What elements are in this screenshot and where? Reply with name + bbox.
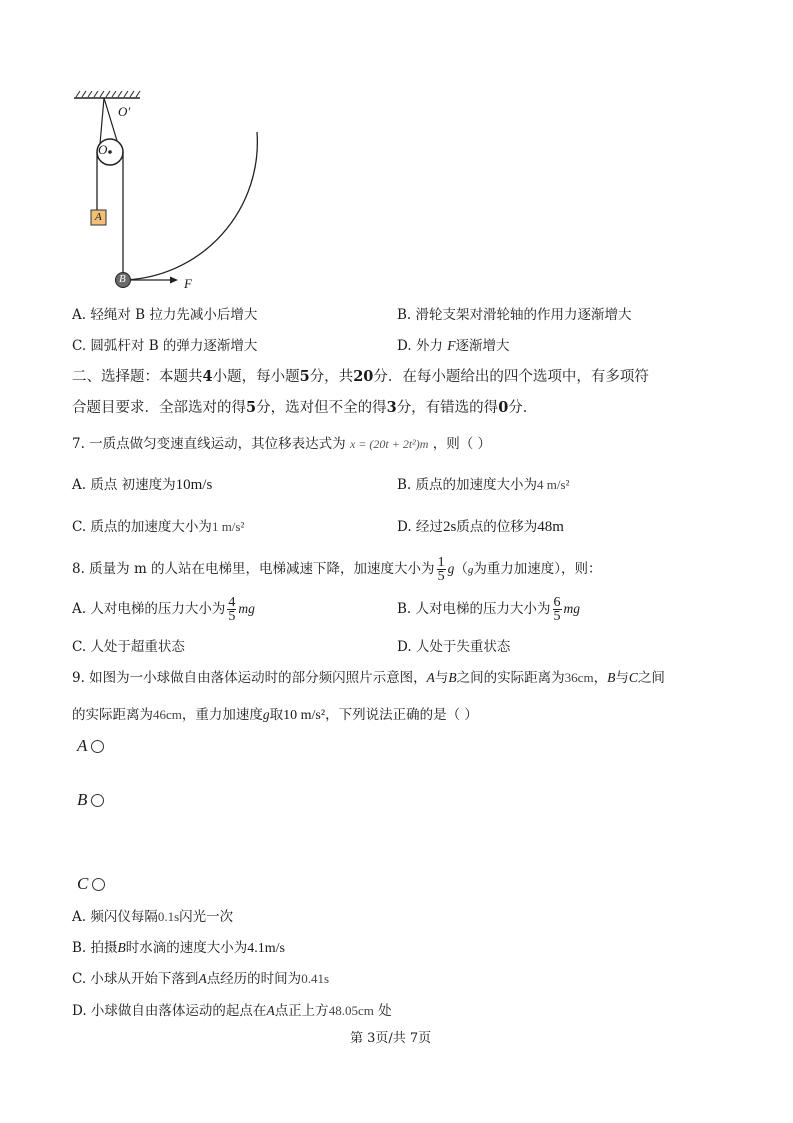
- q7-option-c: C. 质点的加速度大小为1 m/s²: [72, 519, 245, 535]
- label-o-prime: O′: [118, 104, 131, 119]
- q8-option-d: D. 人处于失重状态: [397, 639, 511, 655]
- label-f: F: [184, 276, 192, 291]
- q7-stem: 7. 一质点做匀变速直线运动，其位移表达式为 x = (20t + 2t²)m ，则（ ）: [72, 436, 492, 452]
- page-footer: 第 3页/共 7页: [350, 1031, 432, 1046]
- q8-option-b: B. 人对电梯的压力大小为 $\frac{6}{5}$ mg: [397, 595, 581, 624]
- label-b: B: [119, 273, 126, 285]
- q9-option-c: C. 小球从开始下落到A点经历的时间为0.41s: [72, 971, 329, 987]
- q9-option-b: B. 拍摄B时水滴的速度大小为4.1m/s: [72, 940, 285, 956]
- strobe-point-c: C: [77, 874, 105, 894]
- ball-b-icon: [91, 794, 104, 807]
- section-2-header-line1: 二、选择题：本题共4小题，每小题5分，共20分．在每小题给出的四个选项中，有多项符: [72, 368, 649, 385]
- label-a: A: [95, 211, 102, 223]
- q6-option-c: C. 圆弧杆对 B 的弹力逐渐增大: [72, 338, 258, 354]
- q9-option-a: A. 频闪仪每隔0.1s闪光一次: [72, 909, 234, 925]
- section-2-header-line2: 合题目要求．全部选对的得5分，选对但不全的得3分，有错选的得0分．: [72, 399, 538, 416]
- q7-option-d: D. 经过2s质点的位移为48m: [397, 519, 564, 535]
- strobe-point-a: A: [77, 736, 104, 756]
- pulley-arc-figure: [60, 88, 280, 288]
- ball-c-icon: [92, 878, 105, 891]
- q8-option-a: A. 人对电梯的压力大小为 $\frac{4}{5}$ mg: [72, 595, 255, 624]
- q7-option-b: B. 质点的加速度大小为4 m/s²: [397, 477, 570, 493]
- q7-option-a: A. 质点 初速度为10m/s: [72, 477, 213, 493]
- label-o: O: [98, 142, 108, 157]
- q6-option-d: D. 外力 F逐渐增大: [397, 338, 510, 354]
- q9-stem-line1: 9. 如图为一小球做自由落体运动时的部分频闪照片示意图，A与B之间的实际距离为36cm，B与C之间: [72, 670, 665, 686]
- q9-stem-line2: 的实际距离为46cm，重力加速度g取10 m/s²，下列说法正确的是（ ）: [72, 707, 478, 723]
- ball-a-icon: [91, 740, 104, 753]
- q8-stem: 8. 质量为 m 的人站在电梯里，电梯减速下降，加速度大小为 $\frac{1}{5}$ g（g为重力加速度），则：: [72, 555, 602, 584]
- q6-option-a: A. 轻绳对 B 拉力先减小后增大: [72, 307, 258, 323]
- q6-option-b: B. 滑轮支架对滑轮轴的作用力逐渐增大: [397, 307, 632, 323]
- q8-option-c: C. 人处于超重状态: [72, 639, 185, 655]
- q9-option-d: D. 小球做自由落体运动的起点在A点正上方48.05cm 处: [72, 1003, 392, 1019]
- strobe-point-b: B: [77, 790, 104, 810]
